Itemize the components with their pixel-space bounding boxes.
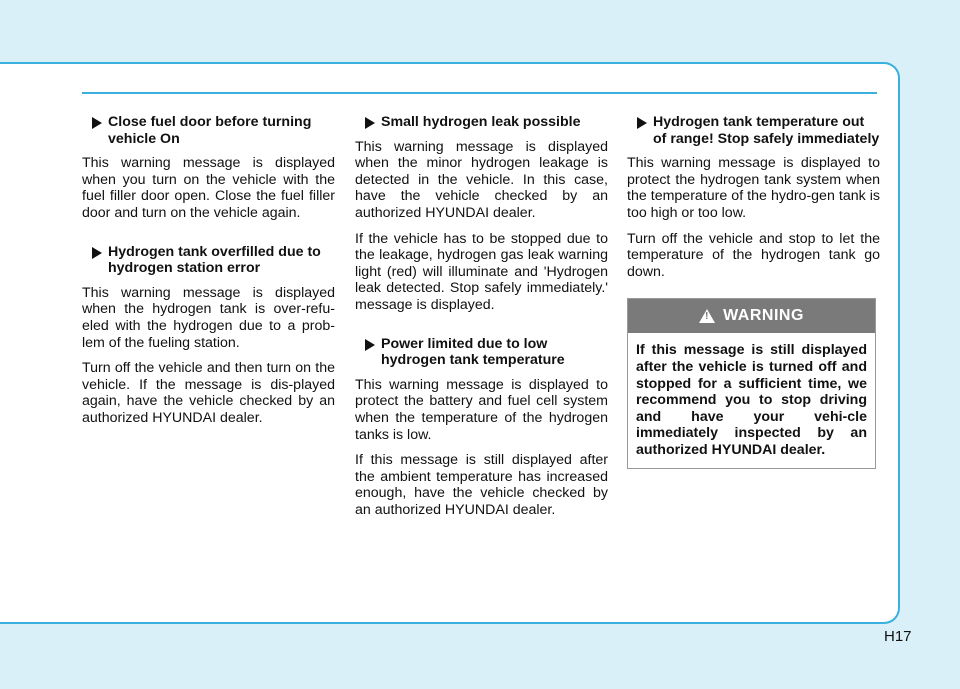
triangle-right-icon <box>637 117 647 129</box>
triangle-right-icon <box>92 117 102 129</box>
heading-text: Power limited due to low hydrogen tank temperature <box>381 335 565 369</box>
paragraph: This warning message is displayed when the minor hydrogen leakage is detected in the vehicle. In this case, have the vehicle checked by an authorized HYUNDAI dealer. <box>355 138 608 221</box>
triangle-right-icon <box>365 117 375 129</box>
heading-text: Hydrogen tank temperature out of range! Stop safely immediately <box>653 114 880 147</box>
page-number: H17 <box>884 628 912 645</box>
warning-header <box>628 299 875 333</box>
section-heading <box>627 114 880 147</box>
paragraph: This warning message is displayed when you turn on the vehicle with the fuel filler door open. Close the fuel filler door and turn on the vehicle again. <box>82 155 335 221</box>
heading-text: Hydrogen tank overfilled due to hydrogen station error <box>108 243 321 277</box>
triangle-right-icon <box>365 339 375 351</box>
section-heading <box>355 336 608 369</box>
section-heading <box>355 114 608 131</box>
top-rule <box>82 92 877 94</box>
column-1 <box>82 114 335 436</box>
section-heading <box>82 244 335 277</box>
warning-title: WARNING <box>723 307 804 325</box>
paragraph: Turn off the vehicle and then turn on the vehicle. If the message is dis-played again, have the vehicle checked by an authorized HYUNDAI dealer. <box>82 360 335 426</box>
warning-box <box>627 298 876 468</box>
paragraph: This warning message is displayed to protect the hydrogen tank system when the temperature of the hydro-gen tank is too high or too low. <box>627 155 880 221</box>
paragraph: Turn off the vehicle and stop to let the temperature of the hydrogen tank go down. <box>627 230 880 280</box>
warning-body: If this message is still displayed after the vehicle is turned off and stopped for a sufficient time, we recommend you to stop driving and have your vehi-cle immediately inspected by an authorized HYUNDAI dealer. <box>636 342 867 458</box>
paragraph: This warning message is displayed when the hydrogen tank is over-refu-eled with the hydrogen due to a prob-lem of the fueling station. <box>82 284 335 351</box>
section-heading <box>82 114 335 147</box>
heading-text: Small hydrogen leak possible <box>381 114 581 130</box>
heading-text: Close fuel door before turning vehicle On <box>108 114 312 147</box>
paragraph: If this message is still displayed after the ambient temperature has increased enough, have the vehicle checked by an authorized HYUNDAI dealer. <box>355 452 608 518</box>
paragraph: This warning message is displayed to protect the battery and fuel cell system when the temperature of the hydrogen tanks is low. <box>355 376 608 443</box>
warning-triangle-icon <box>699 309 715 323</box>
column-2 <box>355 114 608 527</box>
column-3 <box>627 114 880 469</box>
triangle-right-icon <box>92 247 102 259</box>
paragraph: If the vehicle has to be stopped due to the leakage, hydrogen gas leak warning light (red) will illuminate and 'Hydrogen leak detected. Stop safely immediately.' message is displayed. <box>355 230 608 313</box>
